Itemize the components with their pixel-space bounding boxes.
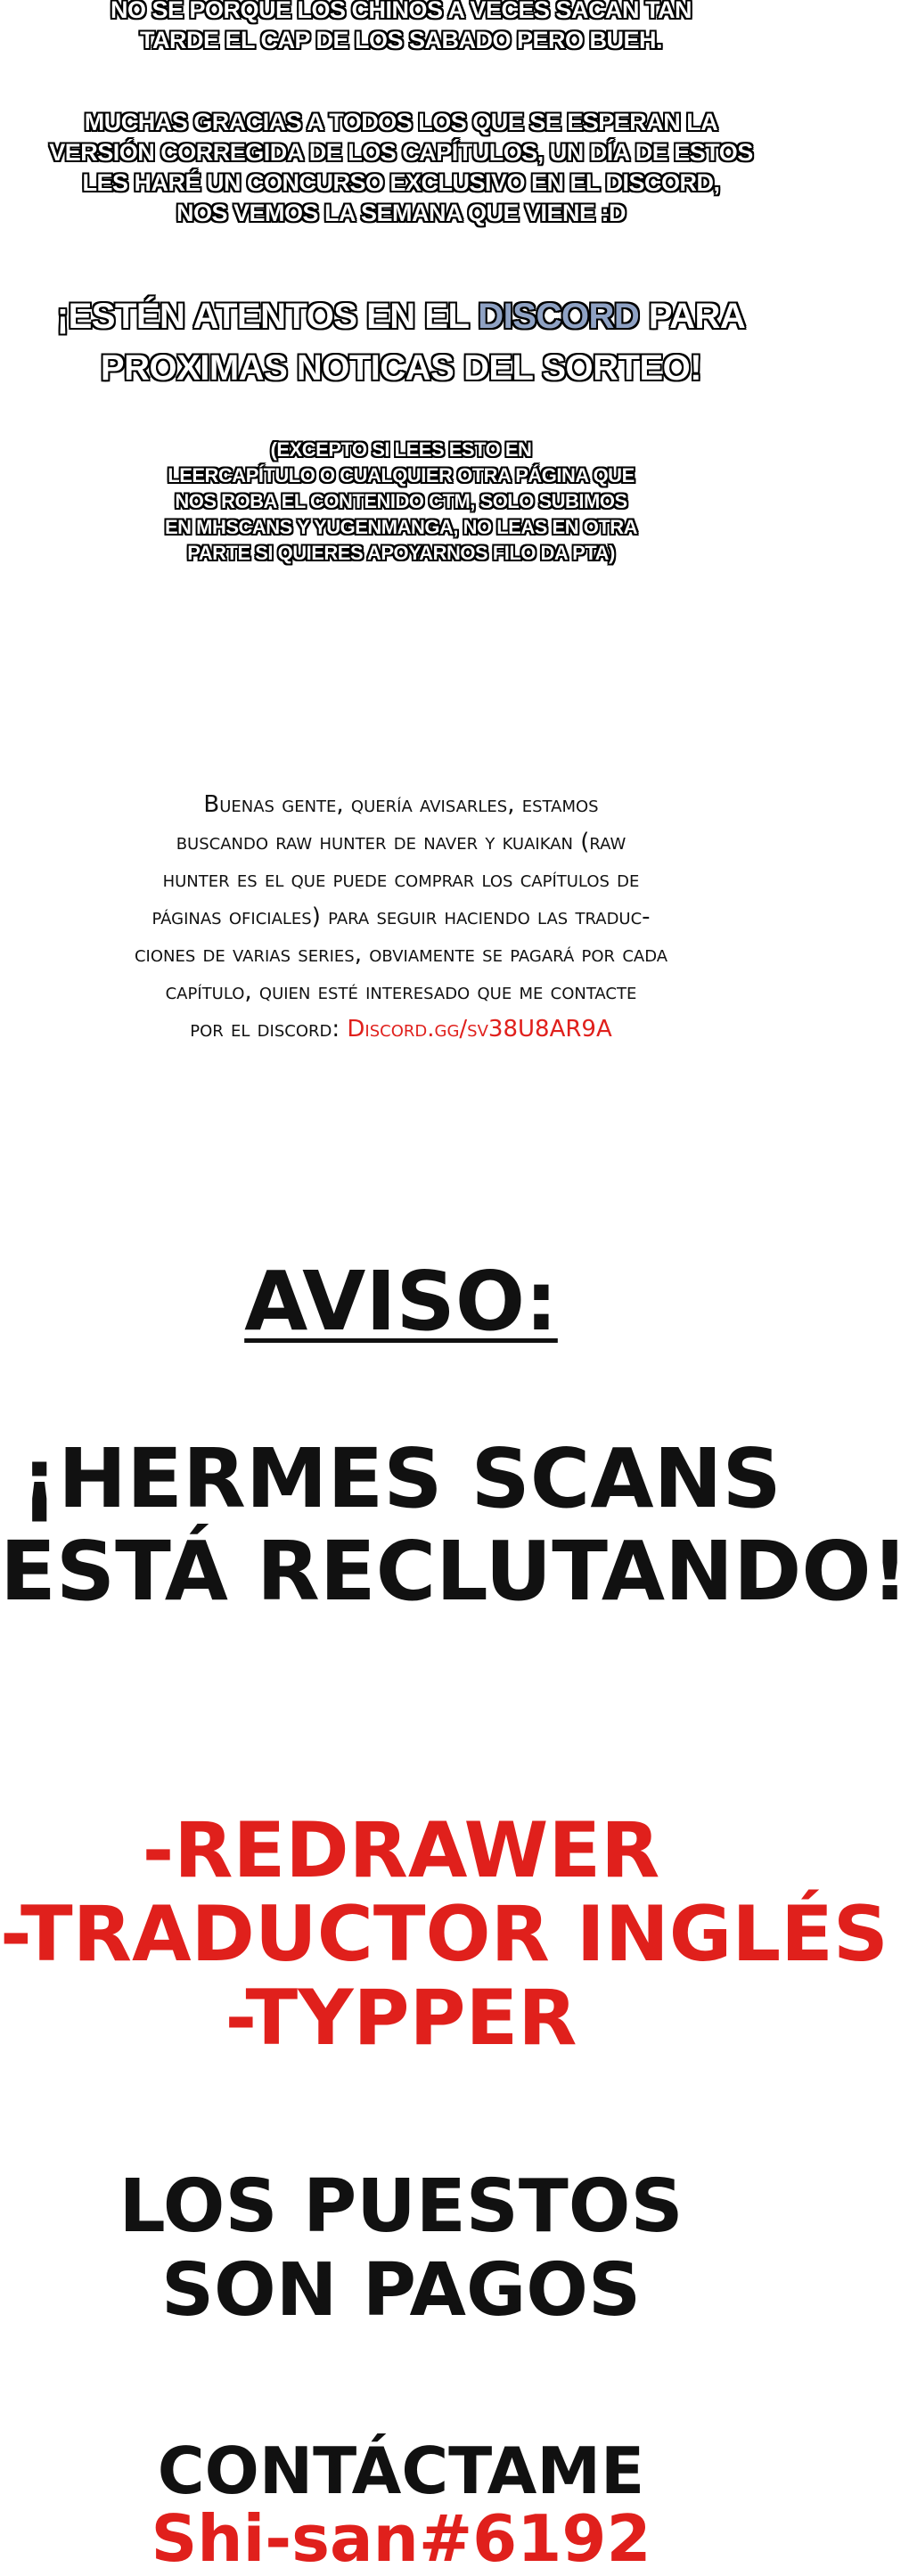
paid-positions: [0, 2165, 802, 2333]
request-line: ciones de varias series, obviamente se pagará por cada: [134, 941, 668, 968]
contest-text: PARA: [639, 297, 746, 336]
notice-line: MUCHAS GRACIAS A TODOS LOS QUE SE ESPERAN LA: [84, 109, 718, 135]
contest-announcement: [0, 290, 802, 394]
contact-label: CONTÁCTAME: [157, 2433, 645, 2508]
roles-list: [0, 1806, 889, 2063]
disclaimer-line: PARTE SI QUIERES APOYARNOS FILO DA PTA): [187, 542, 615, 564]
notice-line: NO SE PORQUE LOS CHINOS A VECES SACAN TAN: [110, 0, 692, 23]
notice-thanks: [0, 107, 802, 228]
disclaimer-line: (EXCEPTO SI LEES ESTO EN: [270, 438, 532, 461]
contest-text: ¡ESTÉN ATENTOS EN EL: [56, 297, 479, 336]
disclaimer-line: EN MHSCANS Y YUGENMANGA, NO LEAS EN OTRA: [164, 516, 638, 538]
headline-line: ESTÁ RECLUTANDO!: [0, 1524, 909, 1619]
contact-section: [0, 2433, 802, 2576]
request-line: Buenas gente, quería avisarles, estamos: [203, 791, 599, 818]
aviso-heading: AVISO:: [244, 1254, 558, 1349]
contact-handle[interactable]: Shi-san#6192: [151, 2501, 651, 2576]
request-line: buscando raw hunter de naver y kuaikan (raw: [176, 829, 626, 855]
contest-line-1: [0, 290, 802, 342]
notice-late-chapter: [0, 0, 802, 55]
discord-word: DISCORD: [478, 297, 640, 336]
request-text: por el discord:: [190, 1016, 348, 1043]
role-item: -TRADUCTOR INGLÉS: [0, 1890, 889, 1979]
notice-line: LES HARÉ UN CONCURSO EXCLUSIVO EN EL DISCORD,: [82, 169, 720, 196]
notice-line: TARDE EL CAP DE LOS SABADO PERO BUEH.: [139, 27, 663, 53]
raw-hunter-request: [0, 786, 802, 1048]
disclaimer-line: LEERCAPÍTULO O CUALQUIER OTRA PÁGINA QUE: [168, 464, 635, 487]
paid-line: SON PAGOS: [160, 2248, 642, 2333]
request-line-last: [0, 1010, 802, 1048]
notice-line: VERSIÓN CORREGIDA DE LOS CAPÍTULOS, UN DÍA DE ESTOS: [49, 139, 753, 166]
request-line: capítulo, quien esté interesado que me contacte: [165, 978, 637, 1005]
recruiting-headline: [0, 1431, 909, 1619]
discord-invite-link[interactable]: Discord.gg/sv38U8AR9A: [347, 1016, 612, 1043]
request-line: hunter es el que puede comprar los capítulos de: [162, 866, 640, 893]
headline-line: ¡HERMES SCANS: [20, 1431, 782, 1526]
role-item: -TYPPER: [225, 1974, 577, 2063]
role-item: -REDRAWER: [142, 1806, 660, 1895]
contest-line-2: PROXIMAS NOTICAS DEL SORTEO!: [100, 348, 702, 388]
disclaimer: [0, 437, 802, 566]
request-line: páginas oficiales) para seguir haciendo las traduc-: [152, 904, 651, 930]
disclaimer-line: NOS ROBA EL CONTENIDO CTM, SOLO SUBIMOS: [175, 490, 627, 512]
paid-line: LOS PUESTOS: [119, 2164, 684, 2249]
notice-line: NOS VEMOS LA SEMANA QUE VIENE :D: [176, 200, 626, 226]
